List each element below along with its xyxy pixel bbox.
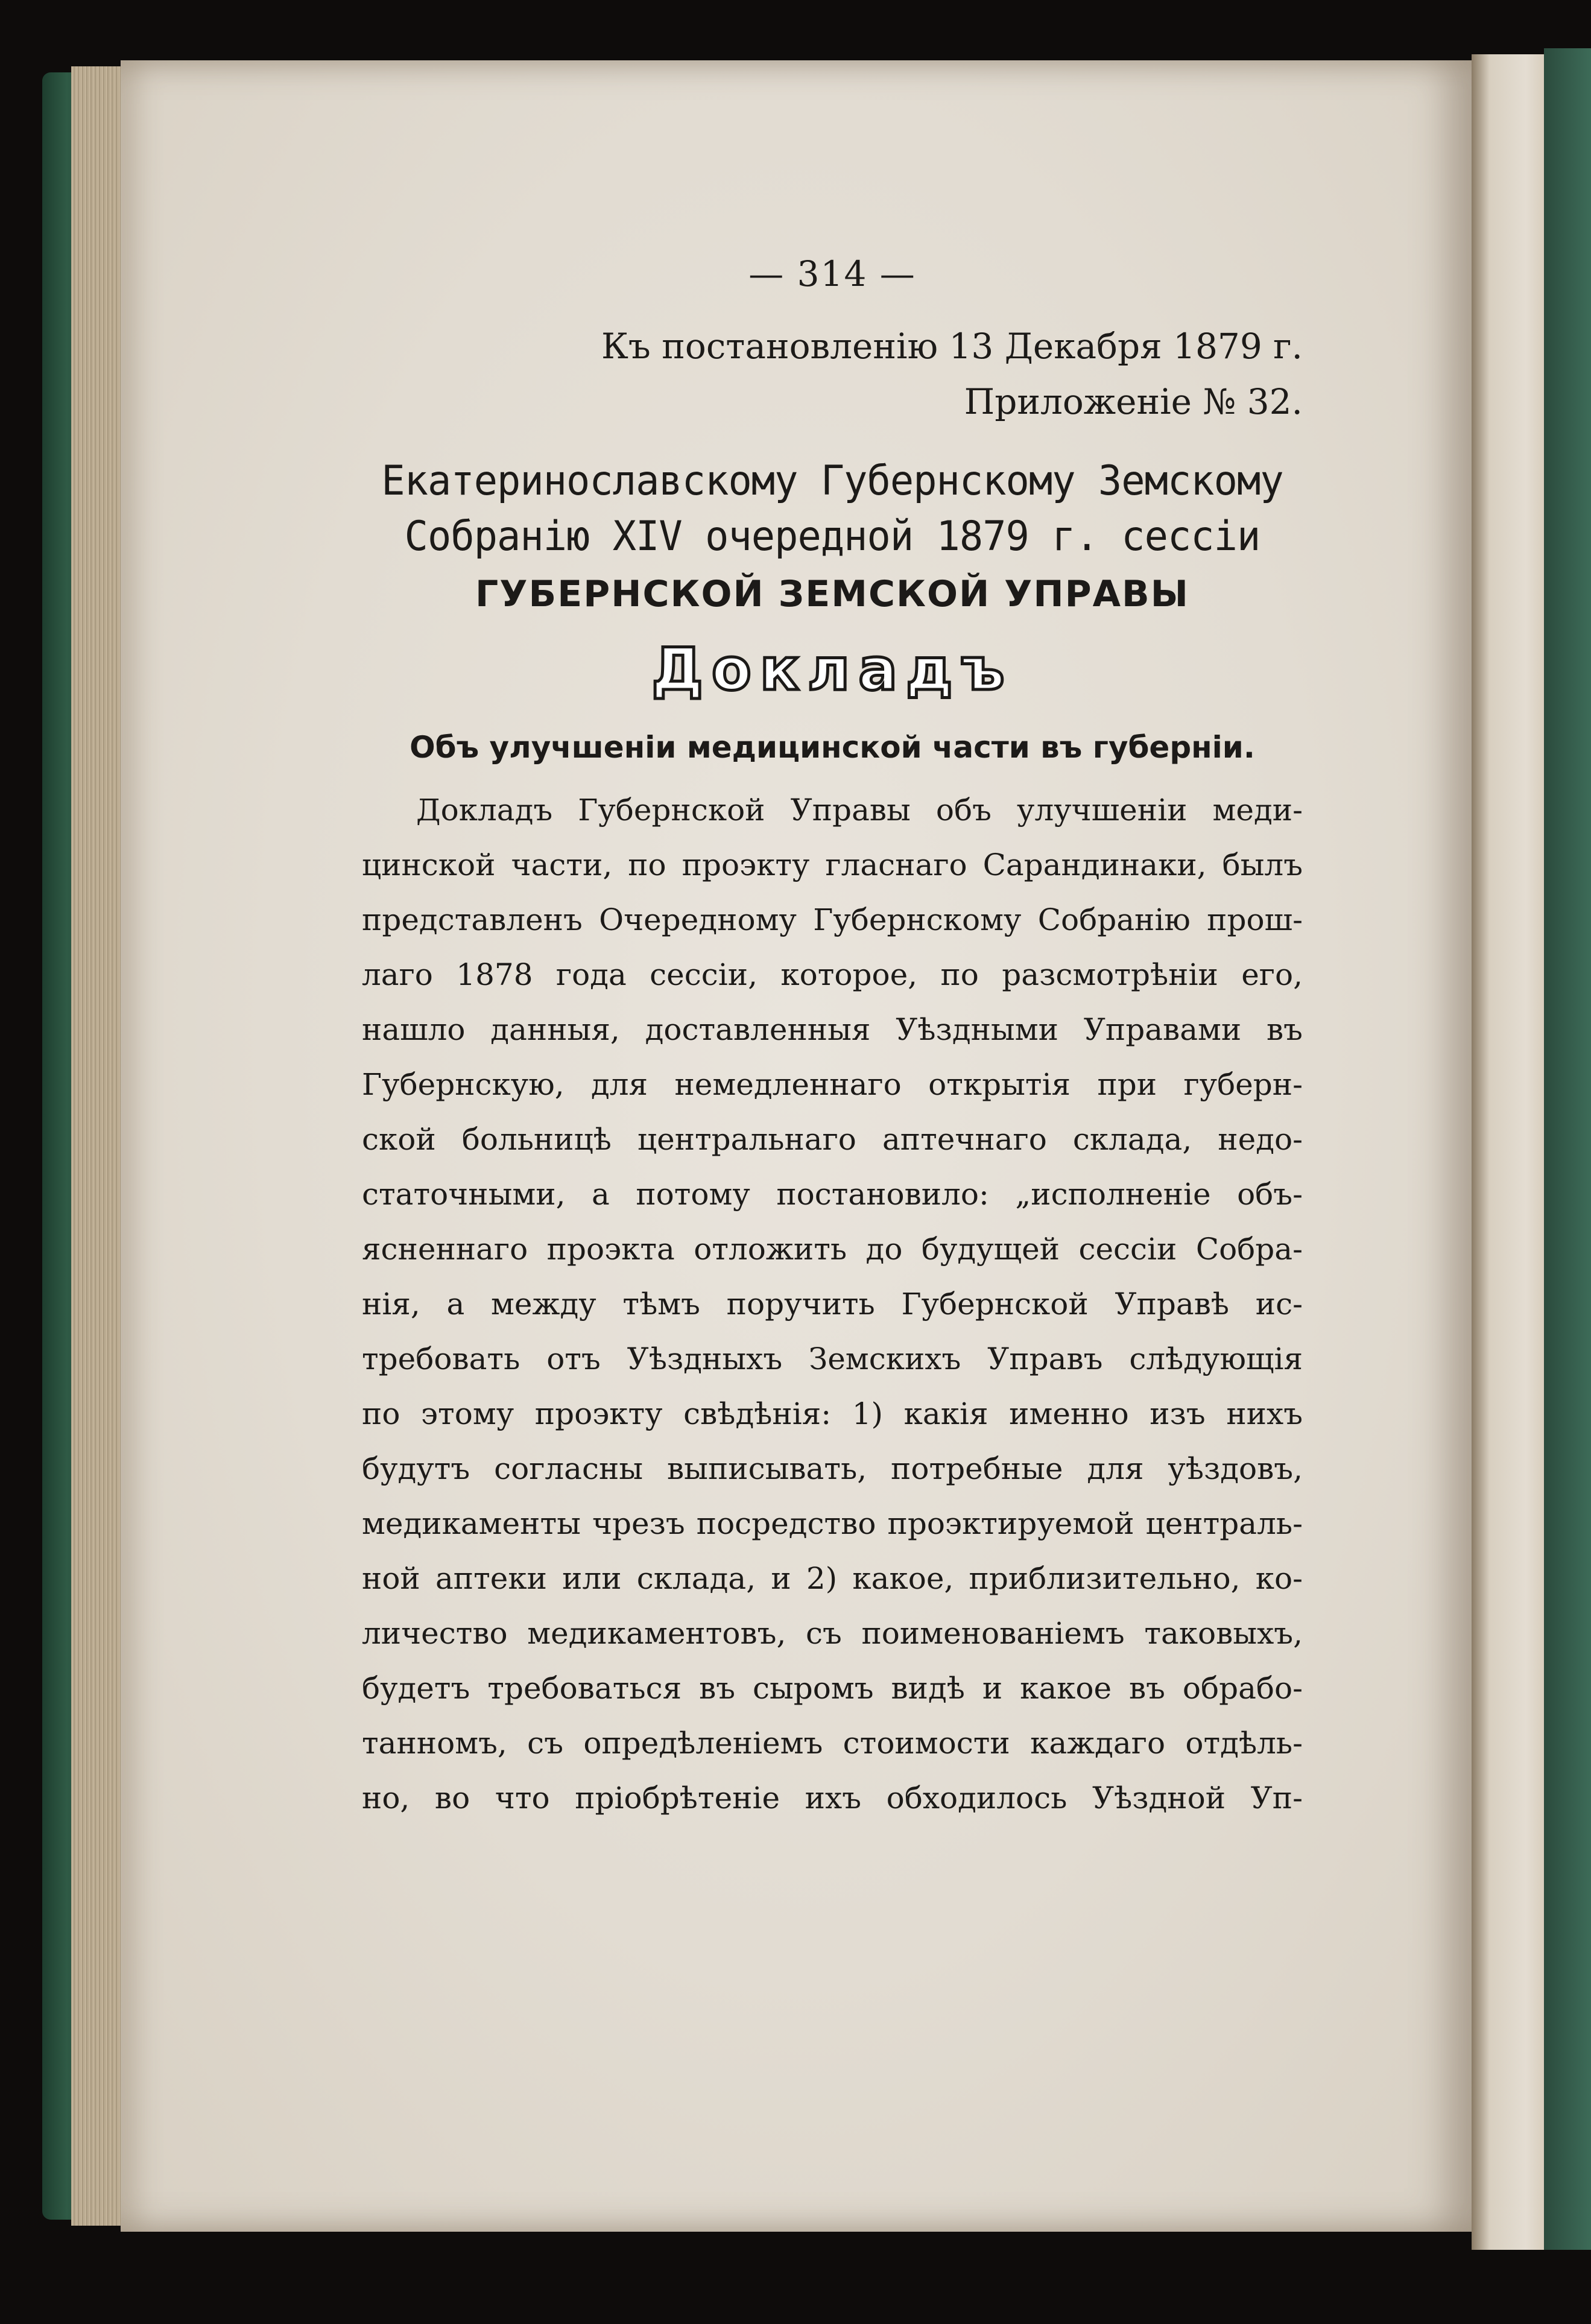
page-number: — 314 — — [748, 253, 916, 294]
report-title: Докладъ — [651, 636, 1013, 703]
body-line: но, во что пріобрѣтеніе ихъ обходилось Уѣздной Уп- — [362, 1781, 1303, 1816]
body-line: будетъ требоваться въ сыромъ видѣ и какое въ обрабо- — [362, 1671, 1303, 1706]
body-line: личество медикаментовъ, съ поименованіемъ таковыхъ, — [362, 1616, 1303, 1651]
body-line: представленъ Очередному Губернскому Собранію прош- — [362, 902, 1303, 937]
body-line: требовать отъ Уѣздныхъ Земскихъ Управъ слѣдующія — [362, 1341, 1303, 1376]
body-line: цинской части, по проэкту гласнаго Сарандинаки, былъ — [362, 847, 1303, 882]
board-name: ГУБЕРНСКОЙ ЗЕМСКОЙ УПРАВЫ — [475, 573, 1189, 615]
right-book-cover — [1544, 48, 1591, 2250]
body-line: лаго 1878 года сессіи, которое, по разсмотрѣніи его, — [362, 957, 1303, 992]
body-line: статочными, а потому постановило: „исполненіе объ- — [362, 1177, 1303, 1212]
page-text — [362, 253, 1303, 1826]
body-line: нашло данныя, доставленныя Уѣздными Управами въ — [362, 1012, 1303, 1047]
report-body — [362, 783, 1303, 1826]
body-line: ясненнаго проэкта отложить до будущей сессіи Собра- — [362, 1232, 1303, 1267]
body-line: ской больницѣ центральнаго аптечнаго склада, недо- — [362, 1122, 1303, 1157]
addressee-line-2: Собранію XIV очередной 1879 г. сессіи — [404, 513, 1260, 560]
body-line: Докладъ Губернской Управы объ улучшеніи меди- — [416, 793, 1303, 828]
body-line: нія, а между тѣмъ поручить Губернской Управѣ ис- — [362, 1287, 1303, 1322]
appendix-number: Приложеніе № 32. — [964, 381, 1303, 422]
addressee — [381, 454, 1284, 565]
body-line: танномъ, съ опредѣленіемъ стоимости каждаго отдѣль- — [362, 1726, 1303, 1761]
body-line: ной аптеки или склада, и 2) какое, приблизительно, ко- — [362, 1561, 1303, 1596]
body-line: будутъ согласны выписывать, потребные для уѣздовъ, — [362, 1451, 1303, 1486]
resolution-reference: Къ постановленію 13 Декабря 1879 г. — [601, 326, 1303, 367]
body-line: по этому проэкту свѣдѣнія: 1) какія именно изъ нихъ — [362, 1396, 1303, 1431]
addressee-line-1: Екатеринославскому Губернскому Земскому — [381, 457, 1283, 505]
body-line: медикаменты чрезъ посредство проэктируемой централь- — [362, 1506, 1303, 1541]
report-subject: Объ улучшеніи медицинской части въ губерніи. — [410, 730, 1255, 765]
body-line: Губернскую, для немедленнаго открытія при губерн- — [362, 1067, 1303, 1102]
